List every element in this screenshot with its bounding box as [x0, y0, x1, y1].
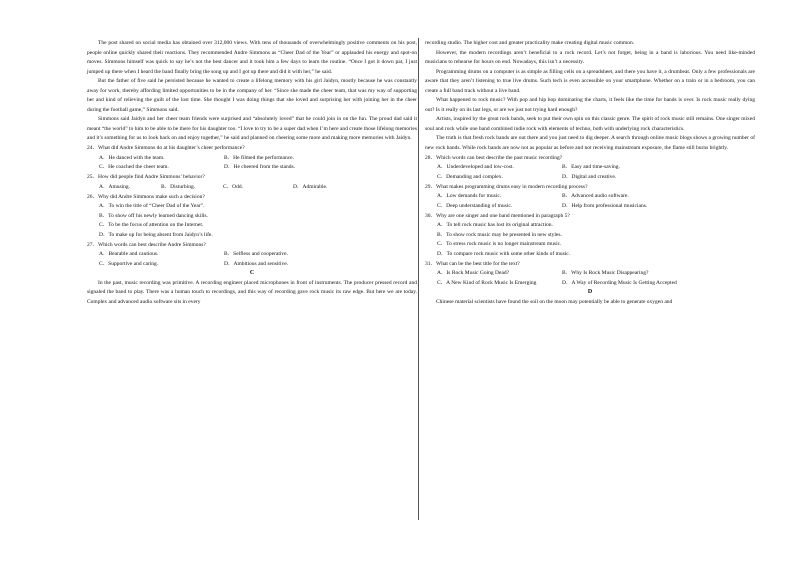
option-c: C．Demanding and complex. — [437, 173, 503, 180]
option-a: A．He danced with the team. — [99, 154, 165, 161]
question-28 — [425, 154, 755, 183]
option-c: C．Deep understanding of music. — [437, 202, 513, 209]
passage-paragraph: Chinese material scientists have found the soil on the moon may potentially be able to generate oxygen and — [436, 298, 673, 305]
passage-paragraph: The truth is that fresh rock bands are out there and you just need to dig deeper. A search through online music blogs shows a growing number of new rock bands. While rock bands are now not as popular as before and not receiving mainstream exposure, the flame still burns brightly. — [425, 135, 755, 151]
option-d: D．A Way of Recording Music Is Getting Accepted — [562, 279, 677, 286]
passage-paragraph: However, the modern recordings aren’t beneficial to a rock record. Let’s not forget, being in a band is laborious. You need like-minded musicians to rehearse for hours on end. Nowadays, this isn’t a necessity. — [425, 49, 755, 65]
option-d: D．To compare rock music with some other kinds of music. — [437, 250, 571, 257]
question-stem: 30．Why are one singer and one band mentioned in paragraph 5? — [425, 212, 570, 219]
question-29 — [425, 183, 755, 212]
question-30 — [425, 212, 755, 260]
option-a: A．Underdeveloped and low-cost. — [437, 164, 514, 170]
option-b: B．Why Is Rock Music Disappearing? — [562, 270, 649, 276]
option-d: D．Digital and creative. — [562, 173, 617, 180]
question-stem: 28．Which words can best describe the past music recording? — [425, 154, 563, 161]
passage-paragraph: But the father of five said he persisted because he wanted to create a lifelong memory with his girl Jaidyn, mostly because he was constantly away for work, thereby affording limited opportunities to be in the company of her. “Since she made the cheer team, that was my way of supporting her and kind of relieving the guilt of the lost time. She thought I was doing things that she loved and surprising her with joining her in the cheer during the football game,” Simmons said. — [87, 78, 417, 113]
passage-paragraph: Artists, inspired by the great rock bands, seek to put their own spin on this classic genre. The spirit of rock music still remains. One singer mixed soul and rock while one band combined indie rock with elements of techno, both with underlying rock characteristics. — [425, 116, 755, 132]
question-31 — [425, 260, 755, 289]
option-c: C．A New Kind of Rock Music Is Emerging — [437, 279, 537, 286]
question-stem: 29．What makes programming drums easy in modern recording process? — [425, 183, 588, 190]
question-stem: 27．Which words can best describe Andre Simmons? — [87, 241, 206, 248]
passage-paragraph: In the past, music recording was primitive. A recording engineer placed microphones in front of instruments. The producer pressed record and signaled the band to play. There was a human touch to recordings, and this way of recording gave rock music its raw edge. But here we are today. Complex and advanced audio software sits in every — [87, 279, 417, 305]
option-a: A．To tell rock music has lost its original attraction. — [437, 222, 553, 228]
option-b: B．Advanced audio software. — [562, 193, 629, 199]
passage-paragraph: recording studio. The higher cost and greater practicality make creating digital music common. — [425, 40, 635, 46]
section-heading-d: D — [587, 289, 593, 295]
option-a: A．Bearable and cautious. — [99, 251, 159, 257]
question-26 — [87, 193, 417, 241]
question-25 — [87, 173, 417, 192]
left-column — [87, 39, 417, 307]
option-a: A．Low demands for music. — [437, 193, 502, 199]
option-a: A．To win the title of “Cheer Dad of the Year”. — [99, 203, 205, 209]
passage-paragraph: Programming drums on a computer is as simple as filling cells on a spreadsheet, and there you have it, a drumbeat. Only a few professionals are aware that they aren’t listening to true live drums. Such tech is even accessible on your smartphone. Whether on a train or in a bedroom, you can create a full band track without a live band. — [425, 68, 755, 94]
question-24 — [87, 144, 417, 173]
option-d: D．Ambitious and sensitive. — [224, 260, 289, 267]
right-column — [425, 39, 755, 307]
section-heading-c: C — [249, 270, 255, 276]
column-divider — [418, 38, 419, 520]
option-a: A．Is Rock Music Going Dead? — [437, 270, 510, 276]
option-b: B．Selfless and cooperative. — [224, 251, 288, 257]
option-c: C．To stress rock music is no longer mainstream music. — [437, 241, 562, 247]
question-stem: 26．Why did Andre Simmons make such a decision? — [87, 193, 205, 200]
passage-paragraph: The post shared on social media has obtained over 312,000 views. With tens of thousands of overwhelmingly positive comments on his post, people online quickly shared their reactions. They recommended Andre Simmons as “Cheer Dad of the Year” or applauded his energy and spot-on moves. Simmons himself was quick to say he’s not the best dancer and it took him a few days to learn the routine. “Once I got it down pat, I just jumped up there when I heard the band finally bring the song up and I got up there and did it with her,” he said. — [87, 40, 417, 75]
question-stem: 24．What did Andre Simmons do at his daughter’s cheer performance? — [87, 145, 245, 151]
option-d: D．Help from professional musicians. — [562, 202, 648, 209]
option-b: B．He filmed the performance. — [224, 154, 294, 161]
option-d: D．He cheered from the stands. — [224, 164, 296, 170]
question-27 — [87, 241, 417, 270]
option-c: C．He coached the cheer team. — [99, 164, 169, 170]
option-d: D．Admirable. — [293, 183, 328, 190]
option-b: B．Easy and time-saving. — [562, 164, 620, 170]
passage-paragraph: Simmons said Jaidyn and her cheer team friends were surprised and “absolutely loved” that he could join in on the fun. The proud dad said it meant “the world” to him to be able to be there for his daughter too. “I love to try to be a super dad when I’m here and create those lifelong memories and it’s something for us to look back on and enjoy together,” he said and planned on cheering some more and making more memories with Jaidyn. — [87, 116, 417, 141]
option-c: C．Supportive and caring. — [99, 260, 159, 267]
question-stem: 31．What can be the best title for the text? — [425, 260, 520, 267]
option-b: B．Disturbing. — [161, 183, 196, 190]
question-stem: 25．How did people find Andre Simmons’ behavior? — [87, 174, 205, 180]
option-b: B．To show rock music may be presented in new styles. — [437, 231, 562, 238]
option-b: B．To show off his newly learned dancing skills. — [99, 212, 208, 219]
option-d: D．To make up for being absent from Jaidyn’s life. — [99, 231, 213, 238]
passage-paragraph: What happened to rock music? With pop and hip hop dominating the charts, it feels like the time for bands is over. Is rock music really dying out? Is it really on its last legs, or are we just not trying hard enough? — [425, 97, 755, 113]
option-a: A．Amusing. — [99, 183, 131, 190]
option-c: C．Odd. — [223, 183, 244, 190]
option-c: C．To be the focus of attention on the Internet. — [99, 222, 204, 228]
